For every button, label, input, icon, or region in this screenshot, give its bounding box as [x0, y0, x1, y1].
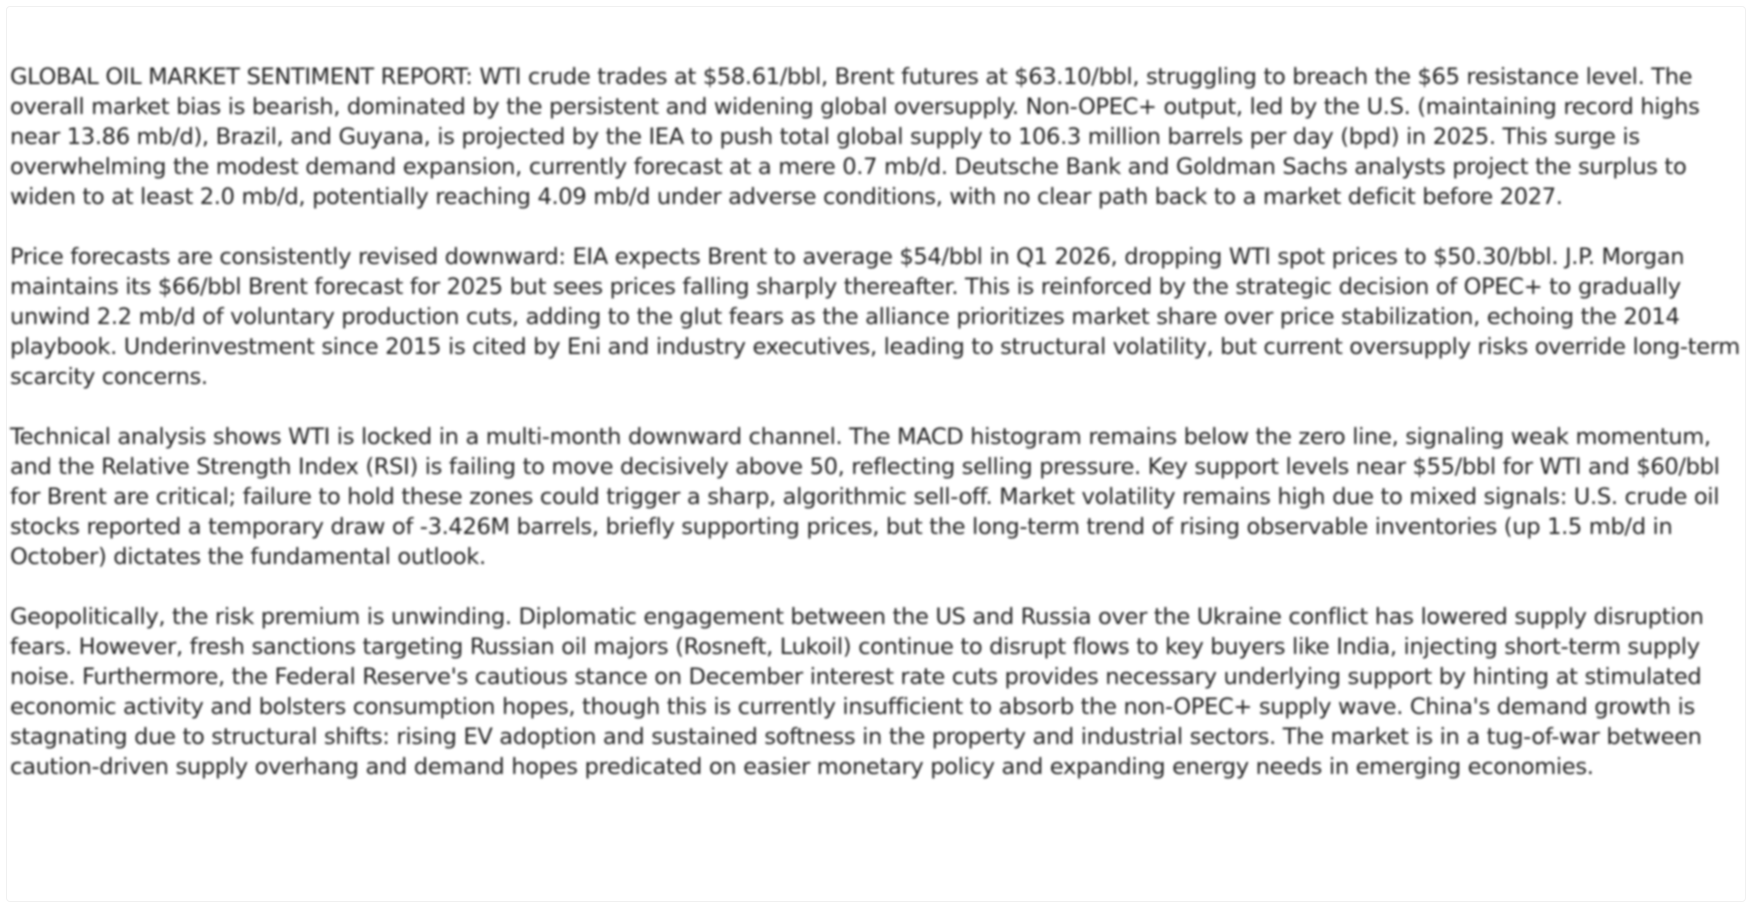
report-paragraph-price-forecasts: Price forecasts are consistently revised downward: EIA expects Brent to average $54/bbl in Q1 2026, dropping WTI spot prices to $50.30/bbl. J.P. Morgan maintains its $66/bbl Brent forecast for 2025 but sees prices falling sharply thereafter. This is reinforced by the strategic decision of OPEC+ to gradually unwind 2.2 mb/d of voluntary production cuts, adding to the glut fears as the alliance prioritizes market share over price stabilization, echoing the 2014 playbook. Underinvestment since 2015 is cited by Eni and industry executives, leading to structural volatility, but current oversupply risks override long-term scarcity concerns.: [10, 244, 1740, 390]
report-paragraph-technical-analysis: Technical analysis shows WTI is locked in a multi-month downward channel. The MACD histogram remains below the zero line, signaling weak momentum, and the Relative Strength Index (RSI) is failing to move decisively above 50, reflecting selling pressure. Key support levels near $55/bbl for WTI and $60/bbl for Brent are critical; failure to hold these zones could trigger a sharp, algorithmic sell-off. Market volatility remains high due to mixed signals: U.S. crude oil stocks reported a temporary draw of -3.426M barrels, briefly supporting prices, but the long-term trend of rising observable inventories (up 1.5 mb/d in October) dictates the fundamental outlook.: [10, 424, 1720, 570]
market-report: [10, 62, 1740, 782]
report-paragraph-geopolitics: Geopolitically, the risk premium is unwinding. Diplomatic engagement between the US and Russia over the Ukraine conflict has lowered supply disruption fears. However, fresh sanctions targeting Russian oil majors (Rosneft, Lukoil) continue to disrupt flows to key buyers like India, injecting short-term supply noise. Furthermore, the Federal Reserve's cautious stance on December interest rate cuts provides necessary underlying support by hinting at stimulated economic activity and bolsters consumption hopes, though this is currently insufficient to absorb the non-OPEC+ supply wave. China's demand growth is stagnating due to structural shifts: rising EV adoption and sustained softness in the property and industrial sectors. The market is in a tug-of-war between caution-driven supply overhang and demand hopes predicated on easier monetary policy and expanding energy needs in emerging economies.: [10, 604, 1704, 780]
report-paragraph-summary: GLOBAL OIL MARKET SENTIMENT REPORT: WTI crude trades at $58.61/bbl, Brent futures at $63.10/bbl, struggling to breach the $65 resistance level. The overall market bias is bearish, dominated by the persistent and widening global oversupply. Non-OPEC+ output, led by the U.S. (maintaining record highs near 13.86 mb/d), Brazil, and Guyana, is projected by the IEA to push total global supply to 106.3 million barrels per day (bpd) in 2025. This surge is overwhelming the modest demand expansion, currently forecast at a mere 0.7 mb/d. Deutsche Bank and Goldman Sachs analysts project the surplus to widen to at least 2.0 mb/d, potentially reaching 4.09 mb/d under adverse conditions, with no clear path back to a market deficit before 2027.: [10, 64, 1700, 210]
